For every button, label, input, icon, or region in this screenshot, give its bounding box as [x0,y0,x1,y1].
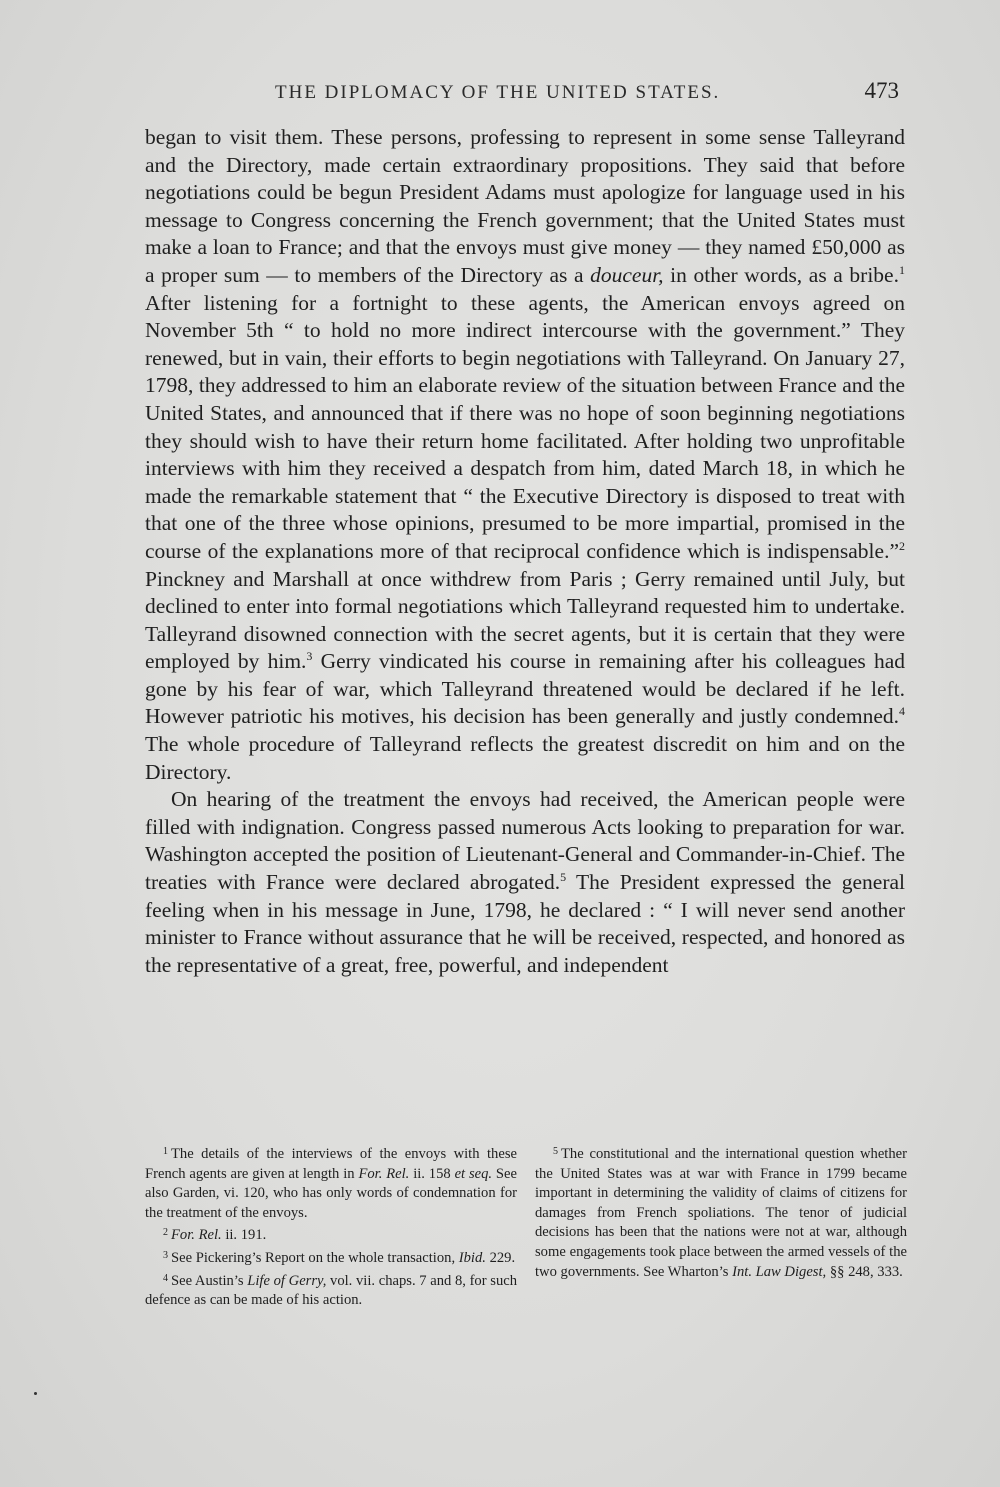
footnote-ref: 1 [898,262,905,277]
text-run: 229. [485,1249,516,1266]
italic-run: Int. Law Digest, [732,1263,827,1280]
text-run: §§ 248, 333. [826,1263,903,1280]
paragraph-1 [145,124,905,786]
text-run: The President expressed the general feeling when in his message in June, 1798, he declared : “ I will never send another minister to France without assurance that he will be received, respected, and honored as the representative of a great, free, powerful, and independent [145,870,905,977]
text-run: After listening for a fortnight to these agents, the American envoys agreed on November 5th “ to hold no more indirect intercourse with the government.” They renewed, but in vain, their efforts to begin negotiations with Talleyrand. On January 27, 1798, they addressed to him an elaborate review of the situation between France and the United States, and announced that if there was no hope of soon beginning negotiations they should wish to have their return home facilitated. After holding two unprofitable interviews with him they received a despatch from him, dated March 18, in which he made the remarkable statement that “ the Executive Directory is disposed to treat with that one of the three whose opinions, presumed to be more impartial, promised in the course of the explanations more of that reciprocal confidence which is indispensable.” [145,290,905,563]
footnote-2 [145,1223,517,1246]
text-run: Pinckney and Marshall at once withdrew from Paris ; Gerry remained until July, but declined to enter into formal negotiations which Talleyrand requested him to undertake. Talleyrand disowned connection with the secret agents, but it is certain that they were employed by him. [145,566,905,674]
body-text [145,124,905,979]
text-run: On hearing of the treatment the envoys had received, the American people were filled with indignation. Congress passed numerous Acts looking to preparation for war. Washington accepted the position of Lieutenant-General and Commander-in-Chief. The treaties with France were declared abrogated. [145,787,905,895]
footnote-5 [535,1142,907,1282]
footnote-1 [145,1142,517,1223]
footnote-column-right [535,1142,907,1311]
footnote-ref: 2 [899,538,905,553]
italic-run: For. Rel. [171,1227,222,1244]
text-run: See also Garden, vi. 120, who has only words of condemnation for the treatment of the envoys. [145,1165,517,1221]
text-run: ii. 158 [409,1165,455,1182]
italic-run: For. Rel. [358,1165,410,1182]
footnote-mark: 4 [163,1272,168,1284]
footnotes [145,1142,907,1311]
text-run: Gerry vindicated his course in remaining after his colleagues had gone by his fear of war, which Talleyrand threatened would be declared if he left. However patriotic his motives, his decision has been generally and justly condemned. [145,649,905,729]
italic-run: Ibid. [458,1249,486,1266]
page-header [145,76,905,110]
ink-speck [34,1392,37,1395]
paragraph-2 [145,786,905,979]
footnote-ref: 4 [899,704,905,719]
running-head: THE DIPLOMACY OF THE UNITED STATES. [275,82,721,103]
text-run: The whole procedure of Talleyrand reflects the greatest discredit on him and on the Directory. [145,732,905,784]
footnote-4 [145,1269,517,1311]
text-run: began to visit them. These persons, professing to represent in some sense Talleyrand and the Directory, made certain extraordinary propositions. They said that before negotiations could be begun President Adams must apologize for language used in his message to Congress concerning the French government; that the United States must make a loan to France; and that the envoys must give money — they named £50,000 as a proper sum — to members of the Directory as a [145,125,905,287]
text-run: vol. vii. chaps. 7 and 8, for such defence as can be made of his action. [145,1272,518,1309]
text-run: in other words, as a bribe. [663,262,899,287]
footnote-mark: 5 [553,1146,558,1157]
footnote-mark: 2 [163,1227,168,1239]
footnote-column-left [145,1142,517,1311]
text-run: ii. 191. [221,1227,267,1244]
footnote-mark: 1 [163,1146,168,1157]
footnote-ref: 5 [560,870,567,885]
text-run: The details of the interviews of the envoys with these French agents are given at length in [145,1146,517,1182]
footnote-3 [145,1246,517,1269]
text-run: The constitutional and the international question whether the United States was at war with France in 1799 became important in determining the validity of claims of citizens for damages from French spoliations. The tenor of judicial decisions has been that the nations were not at war, although some engagements took place between the armed vessels of the two governments. See Wharton’s [535,1146,907,1280]
italic-run: et seq. [454,1165,493,1182]
text-run: See Pickering’s Report on the whole transaction, [171,1249,459,1266]
footnote-mark: 3 [163,1249,168,1261]
text-run: See Austin’s [171,1272,248,1289]
italic-run: Life of Gerry, [247,1272,327,1289]
footnote-ref: 3 [306,649,313,664]
page-number: 473 [864,78,899,103]
italic-run: douceur, [590,262,664,287]
